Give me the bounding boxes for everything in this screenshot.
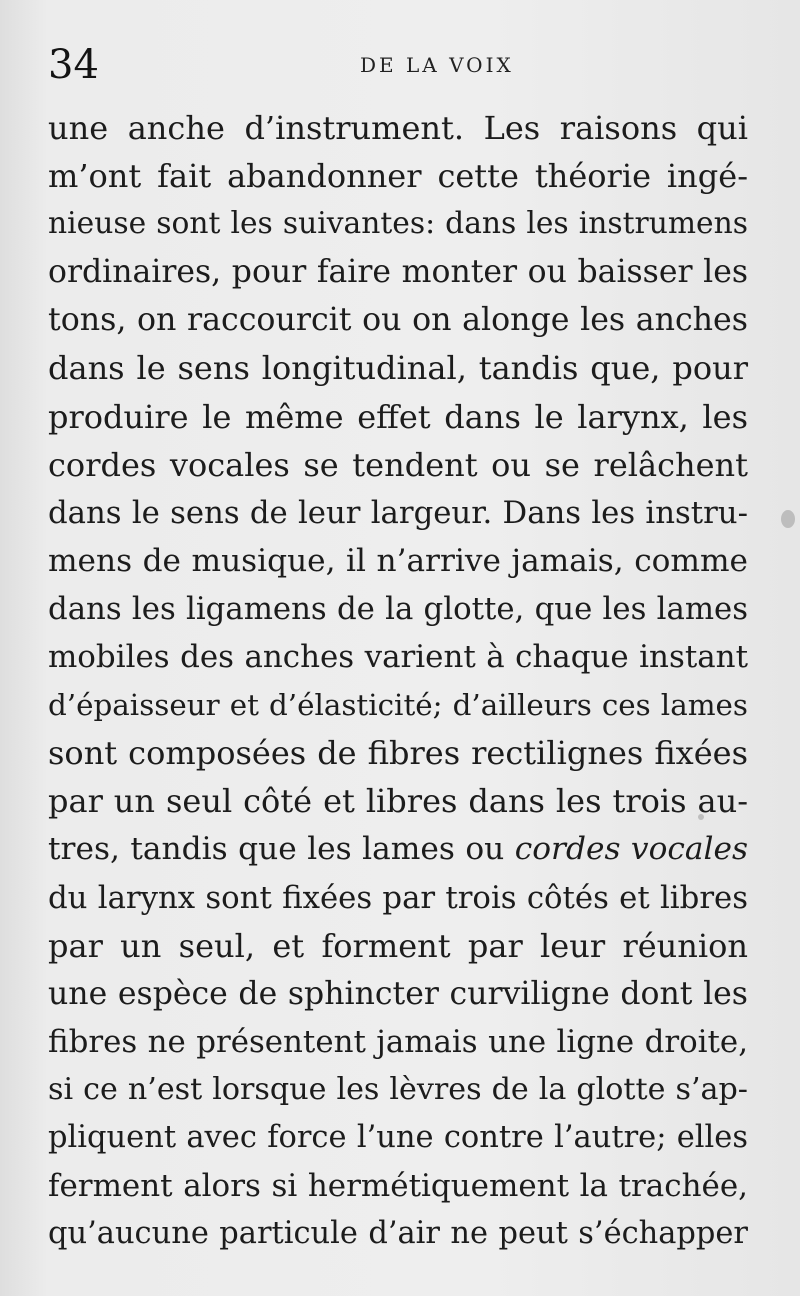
text-line: produire le même effet dans le larynx, les [48, 397, 748, 436]
text-line: du larynx sont fixées par trois côtés et libres [48, 879, 748, 916]
text-line: tres, tandis que les lames ou cordes vocales [48, 831, 748, 868]
text-line: ordinaires, pour faire monter ou baisser les [48, 254, 748, 291]
text-line: par un seul côté et libres dans les trois au- [48, 782, 748, 821]
text-line: qu’aucune particule d’air ne peut s’échapper [48, 1216, 748, 1252]
text-line: mobiles des anches varient à chaque instant [48, 639, 748, 676]
paper-stain [781, 510, 795, 528]
text-line: par un seul, et forment par leur réunion [48, 926, 748, 965]
running-head: DE LA VOIX [360, 53, 514, 77]
text-line: mens de musique, il n’arrive jamais, comme [48, 542, 748, 579]
text-line: tons, on raccourcit ou on alonge les anches [48, 302, 748, 339]
text-line: si ce n’est lorsque les lèvres de la glotte s’ap- [48, 1071, 748, 1107]
text-line: ferment alors si hermétiquement la trachée, [48, 1168, 748, 1205]
text-line: une anche d’instrument. Les raisons qui [48, 109, 748, 147]
page-header [48, 40, 748, 90]
text-line: une espèce de sphincter curviligne dont les [48, 975, 748, 1012]
page-number: 34 [48, 42, 99, 88]
italic-term: cordes vocales [514, 831, 748, 868]
text-line: dans le sens de leur largeur. Dans les instru- [48, 494, 748, 531]
text-line: d’épaisseur et d’élasticité; d’ailleurs ces lames [48, 688, 748, 723]
text-line: nieuse sont les suivantes: dans les instrumens [48, 206, 748, 242]
text-line: sont composées de fibres rectilignes fixées [48, 734, 748, 773]
text-line: pliquent avec force l’une contre l’autre; elles [48, 1119, 748, 1155]
text-line: cordes vocales se tendent ou se relâchent [48, 445, 748, 484]
text-line: dans les ligamens de la glotte, que les lames [48, 590, 748, 627]
body-text [48, 104, 748, 1258]
text-line: fibres ne présentent jamais une ligne droite, [48, 1023, 748, 1060]
text-line: dans le sens longitudinal, tandis que, pour [48, 349, 748, 388]
text-line: m’ont fait abandonner cette théorie ingé- [48, 157, 748, 196]
